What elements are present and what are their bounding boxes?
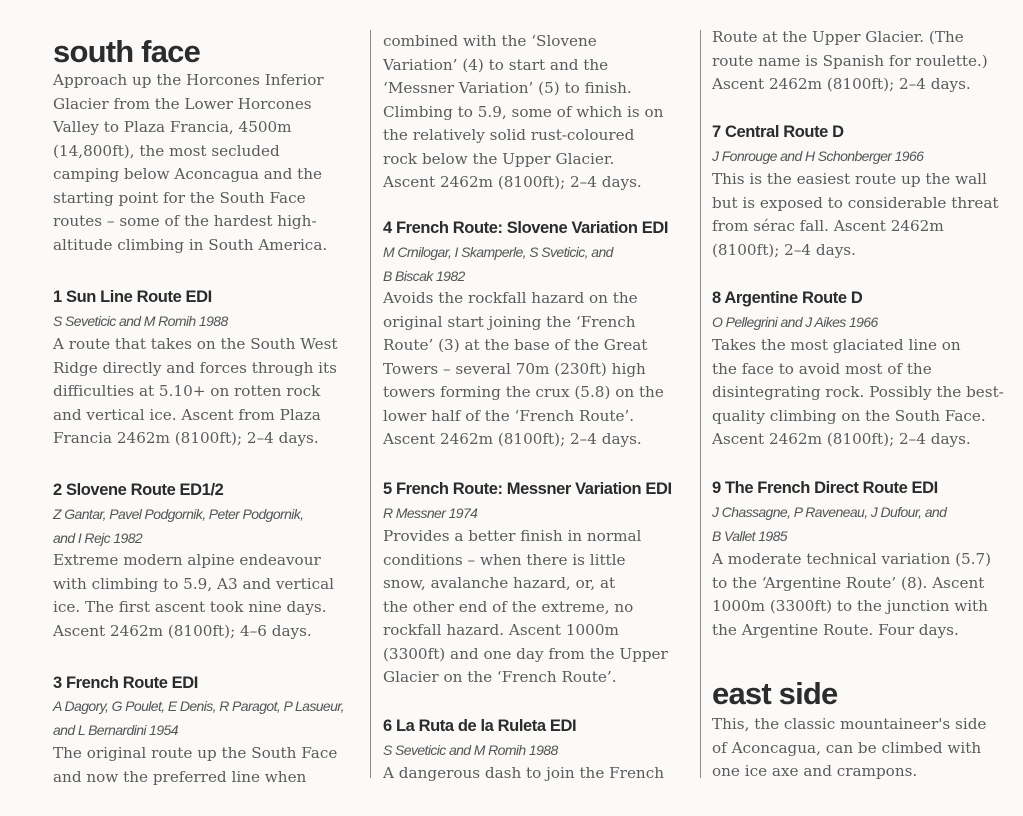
author-line: B Vallet 1985: [712, 527, 787, 544]
text-line: Ridge directly and forces through its: [53, 358, 337, 377]
text-line: difficulties at 5.10+ on rotten rock: [53, 382, 321, 400]
text-line: and now the preferred line when: [53, 767, 307, 786]
column-3: [712, 0, 1017, 816]
route-3-authors: [53, 695, 358, 742]
east-side-intro: [712, 713, 1017, 784]
text-line: combined with the ‘Slovene: [383, 32, 597, 50]
text-line: quality climbing on the South Face.: [712, 406, 986, 425]
text-line: A route that takes on the South West: [53, 335, 338, 353]
text-line: from sérac fall. Ascent 2462m: [712, 217, 944, 235]
text-line: (3300ft) and one day from the Upper: [383, 644, 668, 663]
south-face-intro: [53, 69, 358, 257]
author-line: Z Gantar, Pavel Podgornik, Peter Podgornik,: [53, 506, 304, 522]
text-line: the relatively solid rust-coloured: [383, 126, 635, 144]
column-2: [383, 0, 688, 816]
text-line: the other end of the extreme, no: [383, 597, 634, 616]
route-9-authors: [712, 501, 1017, 548]
text-line: altitude climbing in South America.: [53, 235, 328, 254]
text-line: rockfall hazard. Ascent 1000m: [383, 621, 619, 639]
text-line: conditions – when there is little: [383, 550, 626, 569]
route-6-title: 6 La Ruta de la Ruleta EDI: [383, 717, 577, 735]
text-line: one ice axe and crampons.: [712, 762, 918, 780]
text-line: the Argentine Route. Four days.: [712, 620, 959, 639]
route-5-authors: [383, 502, 688, 526]
route-4-title: 4 French Route: Slovene Variation EDI: [383, 219, 669, 237]
author-line: S Seveticic and M Romih 1988: [383, 742, 558, 758]
text-line: Route’ (3) at the base of the Great: [383, 336, 648, 354]
route-9-title: 9 The French Direct Route EDI: [712, 479, 938, 497]
author-line: and I Rejc 1982: [53, 529, 143, 546]
author-line: S Seveticic and M Romih 1988: [53, 313, 228, 329]
route-3-title: 3 French Route EDI: [53, 674, 198, 692]
route-1-title: 1 Sun Line Route EDI: [53, 288, 212, 306]
text-line: (8100ft); 2–4 days.: [712, 240, 856, 259]
route-3-description: [53, 742, 358, 789]
text-line: but is exposed to considerable threat: [712, 193, 999, 212]
text-line: the face to avoid most of the: [712, 359, 932, 378]
text-line: camping below Aconcagua and the: [53, 165, 323, 183]
text-line: Avoids the rockfall hazard on the: [383, 289, 638, 307]
route-2-authors: [53, 503, 358, 550]
text-line: Route at the Upper Glacier. (The: [712, 28, 964, 46]
text-line: Valley to Plaza Francia, 4500m: [53, 118, 292, 136]
text-line: A moderate technical variation (5.7): [712, 550, 992, 568]
route-1-authors: [53, 310, 358, 334]
text-line: Francia 2462m (8100ft); 2–4 days.: [53, 429, 319, 447]
author-line: O Pellegrini and J Aikes 1966: [712, 314, 878, 330]
text-line: ice. The first ascent took nine days.: [53, 598, 327, 616]
author-line: B Biscak 1982: [383, 267, 465, 284]
route-2-description: [53, 549, 358, 643]
text-line: and vertical ice. Ascent from Plaza: [53, 405, 321, 424]
route-8-title: 8 Argentine Route D: [712, 289, 863, 307]
text-line: Provides a better finish in normal: [383, 527, 642, 545]
text-line: Ascent 2462m (8100ft); 2–4 days.: [383, 430, 642, 448]
text-line: to the ‘Argentine Route’ (8). Ascent: [712, 573, 985, 592]
text-line: Ascent 2462m (8100ft); 2–4 days.: [383, 173, 642, 191]
text-line: 1000m (3300ft) to the junction with: [712, 597, 988, 615]
route-8-description: [712, 334, 1017, 452]
section-title-south-face: south face: [53, 34, 201, 69]
text-line: A dangerous dash to join the French: [383, 764, 664, 782]
author-line: J Fonrouge and H Schonberger 1966: [712, 148, 924, 164]
author-line: and L Bernardini 1954: [53, 721, 178, 738]
column-divider: [370, 30, 371, 778]
author-line: J Chassagne, P Raveneau, J Dufour, and: [712, 504, 947, 520]
text-line: Glacier from the Lower Horcones: [53, 94, 312, 113]
column-1: [53, 0, 358, 816]
section-title-east-side: east side: [712, 676, 838, 711]
author-line: R Messner 1974: [383, 505, 478, 521]
text-line: The original route up the South Face: [53, 744, 338, 762]
route-7-authors: [712, 145, 1017, 169]
route-8-authors: [712, 311, 1017, 335]
text-line: snow, avalanche hazard, or, at: [383, 574, 616, 592]
route-6-authors: [383, 739, 688, 763]
route-4-authors: [383, 241, 688, 288]
text-line: towers forming the crux (5.8) on the: [383, 383, 664, 401]
text-line: This is the easiest route up the wall: [712, 170, 987, 188]
text-line: This, the classic mountaineer's side: [712, 715, 987, 733]
text-line: Ascent 2462m (8100ft); 2–4 days.: [712, 75, 971, 93]
column-divider: [700, 30, 701, 778]
text-line: Towers – several 70m (230ft) high: [383, 359, 646, 378]
route-2-title: 2 Slovene Route ED1/2: [53, 481, 224, 499]
text-line: routes – some of the hardest high-: [53, 212, 317, 230]
text-line: Variation’ (4) to start and the: [383, 55, 609, 74]
route-7-title: 7 Central Route D: [712, 123, 844, 141]
route-5-title: 5 French Route: Messner Variation EDI: [383, 480, 672, 498]
text-line: Ascent 2462m (8100ft); 4–6 days.: [53, 621, 312, 640]
route-7-description: [712, 168, 1017, 262]
text-line: Extreme modern alpine endeavour: [53, 551, 321, 569]
route-9-description: [712, 548, 1017, 642]
author-line: A Dagory, G Poulet, E Denis, R Paragot, P Lasueur,: [53, 698, 344, 714]
text-line: Takes the most glaciated line on: [712, 336, 961, 354]
text-line: route name is Spanish for roulette.): [712, 51, 988, 70]
route-4-description: [383, 287, 688, 452]
text-line: Glacier on the ‘French Route’.: [383, 668, 617, 686]
text-line: disintegrating rock. Possibly the best-: [712, 383, 1004, 401]
text-line: ‘Messner Variation’ (5) to finish.: [383, 79, 632, 97]
text-line: Approach up the Horcones Inferior: [53, 71, 324, 89]
text-line: with climbing to 5.9, A3 and vertical: [53, 574, 335, 593]
text-line: Climbing to 5.9, some of which is on: [383, 102, 664, 121]
text-line: rock below the Upper Glacier.: [383, 149, 615, 168]
route-3-description-continued: [383, 30, 688, 195]
text-line: starting point for the South Face: [53, 188, 306, 207]
route-5-description: [383, 525, 688, 690]
text-line: lower half of the ‘French Route’.: [383, 406, 635, 425]
author-line: M Crnilogar, I Skamperle, S Sveticic, and: [383, 244, 613, 260]
text-line: Ascent 2462m (8100ft); 2–4 days.: [712, 430, 971, 448]
route-6-description-continued: [712, 26, 1017, 97]
text-line: original start joining the ‘French: [383, 312, 636, 331]
text-line: of Aconcagua, can be climbed with: [712, 738, 982, 757]
route-1-description: [53, 333, 358, 451]
text-line: (14,800ft), the most secluded: [53, 141, 280, 160]
route-6-description: [383, 762, 688, 786]
